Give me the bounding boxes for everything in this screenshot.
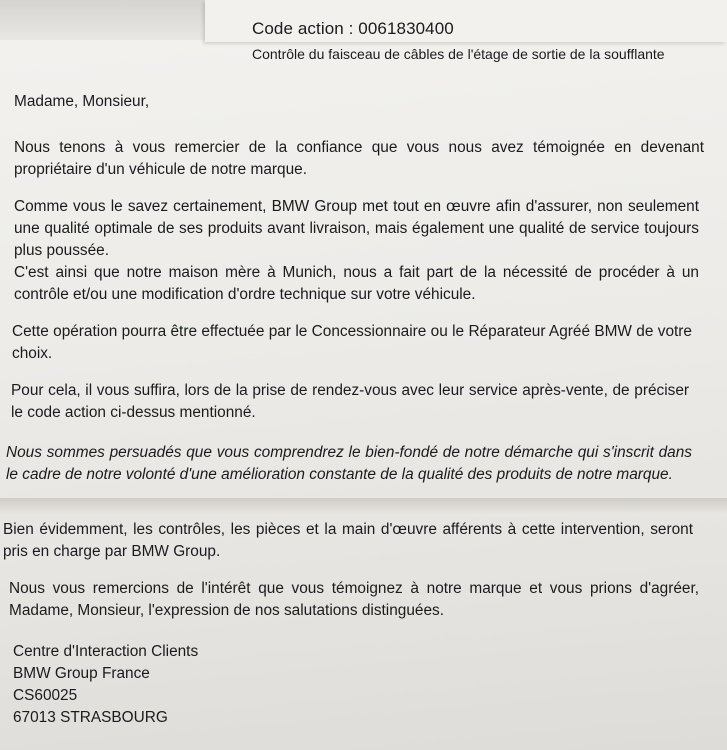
sender-line-company: BMW Group France xyxy=(13,665,150,682)
paragraph-persuaded: Nous sommes persuadés que vous comprendrez le bien-fondé de notre démarche qui s'inscrit dans le cadre de notre volonté d'une amélioration constante de la qualité des produits de notre marque. xyxy=(6,444,692,483)
paragraph-thanks: Nous tenons à vous remercier de la confiance que vous nous avez témoignée en devenant propriétaire d'un véhicule de notre marque. xyxy=(14,139,704,178)
sender-line-city: 67013 STRASBOURG xyxy=(13,709,168,726)
paragraph-appointment: Pour cela, il vous suffira, lors de la prise de rendez-vous avec leur service après-vente, de préciser le code action ci-dessus mentionné. xyxy=(11,382,689,421)
paragraph-quality: Comme vous le savez certainement, BMW Group met tout en œuvre afin d'assurer, non seulement une qualité optimale de ses produits avant livraison, mais également une qualité de service toujours plus poussée. xyxy=(14,198,699,259)
letter-subject: Contrôle du faisceau de câbles de l'étage de sortie de la soufflante xyxy=(252,46,665,62)
paragraph-munich: C'est ainsi que notre maison mère à Munich, nous a fait part de la nécessité de procéder à un contrôle et/ou une modification d'ordre technique sur votre véhicule. xyxy=(14,264,699,303)
code-action: Code action : 0061830400 xyxy=(252,19,454,38)
paragraph-costs: Bien évidemment, les contrôles, les pièces et la main d'œuvre afférents à cette intervention, seront pris en charge par BMW Group. xyxy=(3,521,693,560)
greeting: Madame, Monsieur, xyxy=(14,93,150,110)
sender-line-name: Centre d'Interaction Clients xyxy=(13,643,199,660)
sender-line-postbox: CS60025 xyxy=(13,687,78,704)
sender-address xyxy=(13,641,198,729)
paragraph-operation: Cette opération pourra être effectuée par le Concessionnaire ou le Réparateur Agréé BMW de votre choix. xyxy=(12,323,692,362)
paragraph-closing: Nous vous remercions de l'intérêt que vous témoignez à notre marque et vous prions d'agréer, Madame, Monsieur, l'expression de nos salutations distinguées. xyxy=(9,580,699,619)
